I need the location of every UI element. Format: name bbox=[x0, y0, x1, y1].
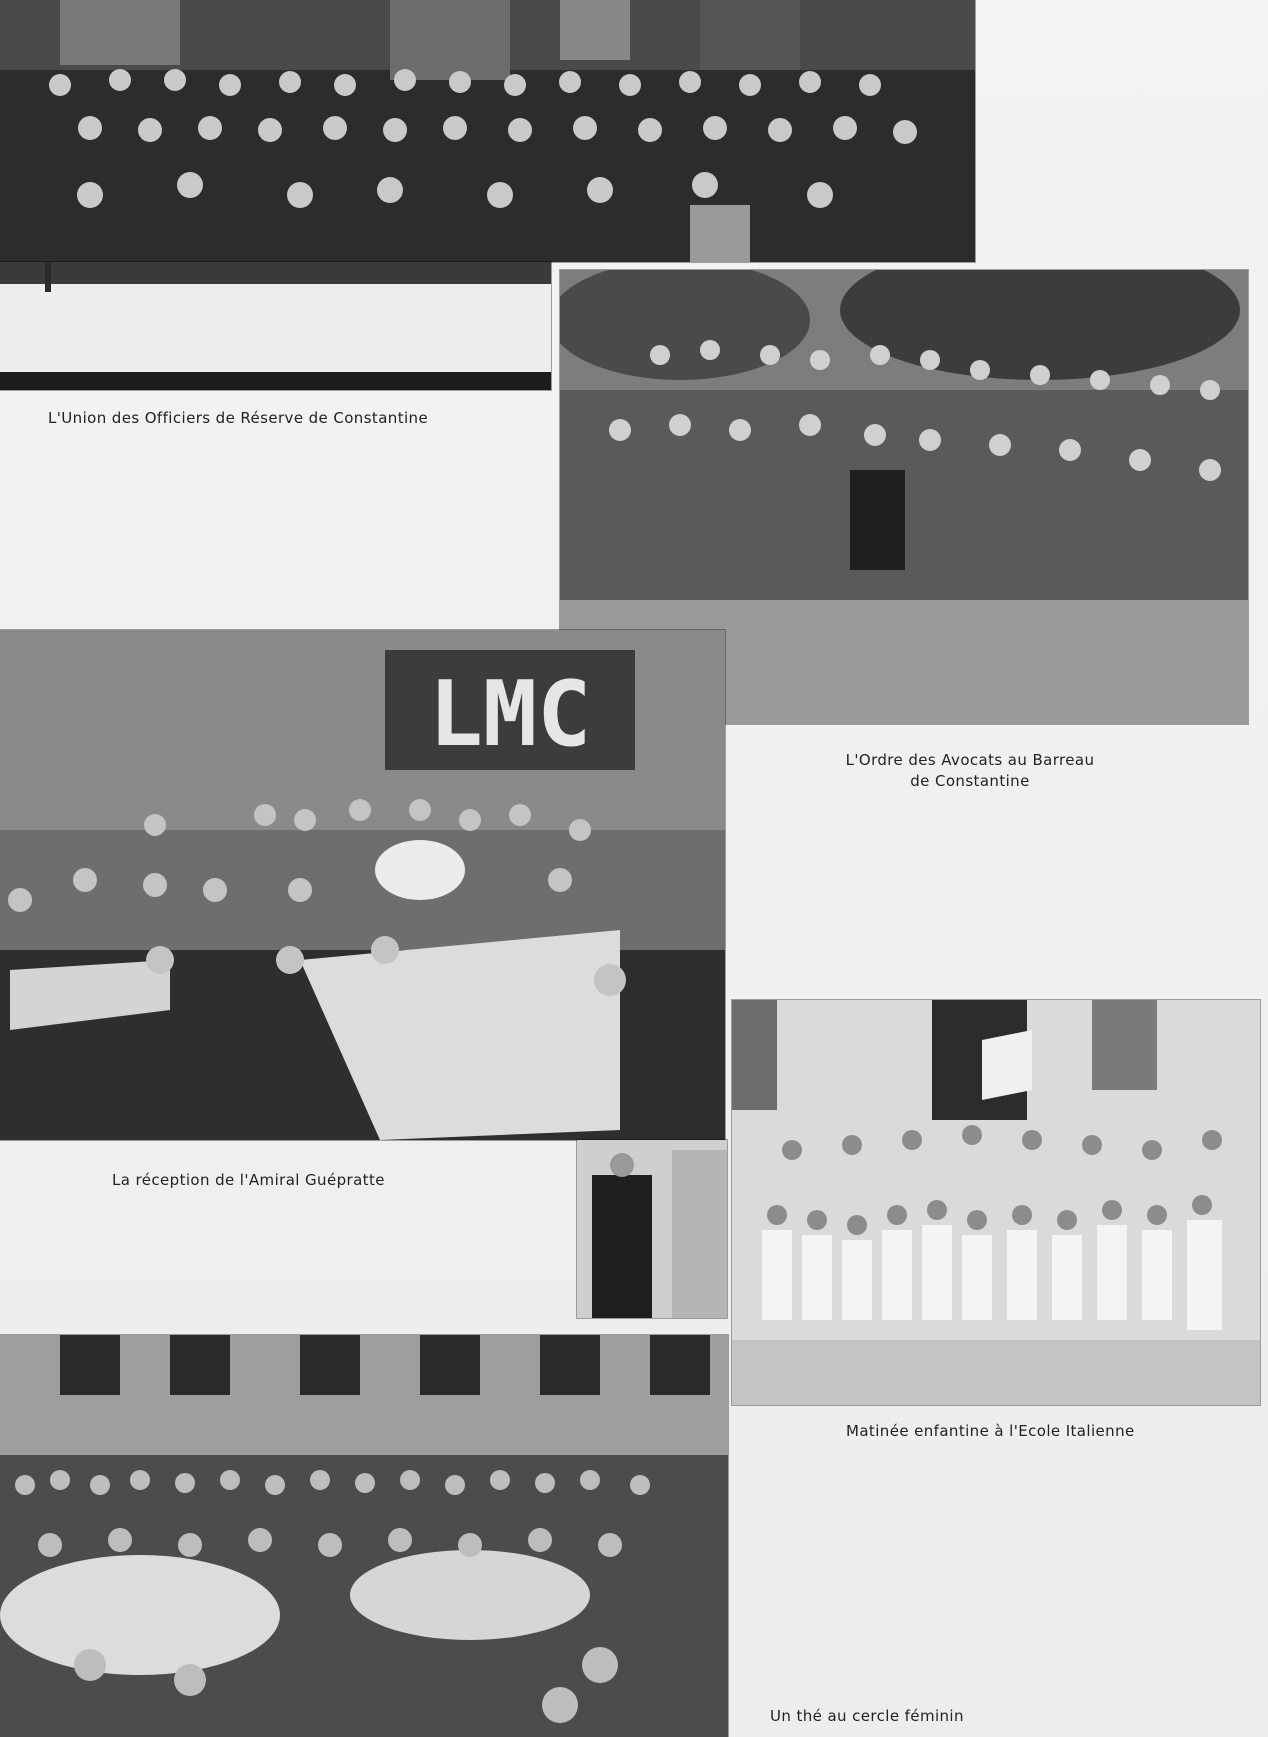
caption-matinee: Matinée enfantine à l'Ecole Italienne bbox=[846, 1422, 1135, 1440]
children-school-photo-left bbox=[577, 1140, 727, 1318]
lmc-banner-text: LMC bbox=[428, 662, 592, 767]
caption-avocats-line2: de Constantine bbox=[910, 772, 1030, 790]
officers-banquet-photo bbox=[0, 0, 975, 262]
children-school-photo bbox=[732, 1000, 1260, 1405]
caption-amiral: La réception de l'Amiral Guépratte bbox=[112, 1171, 385, 1189]
caption-the: Un thé au cercle féminin bbox=[770, 1707, 964, 1725]
caption-avocats-line1: L'Ordre des Avocats au Barreau bbox=[845, 751, 1095, 769]
caption-avocats bbox=[820, 750, 1120, 792]
caption-officiers: L'Union des Officiers de Réserve de Constantine bbox=[48, 409, 429, 427]
ladies-tea-photo bbox=[0, 1335, 728, 1737]
reception-admiral-photo bbox=[0, 630, 725, 1140]
officers-tablecloth bbox=[0, 262, 551, 390]
